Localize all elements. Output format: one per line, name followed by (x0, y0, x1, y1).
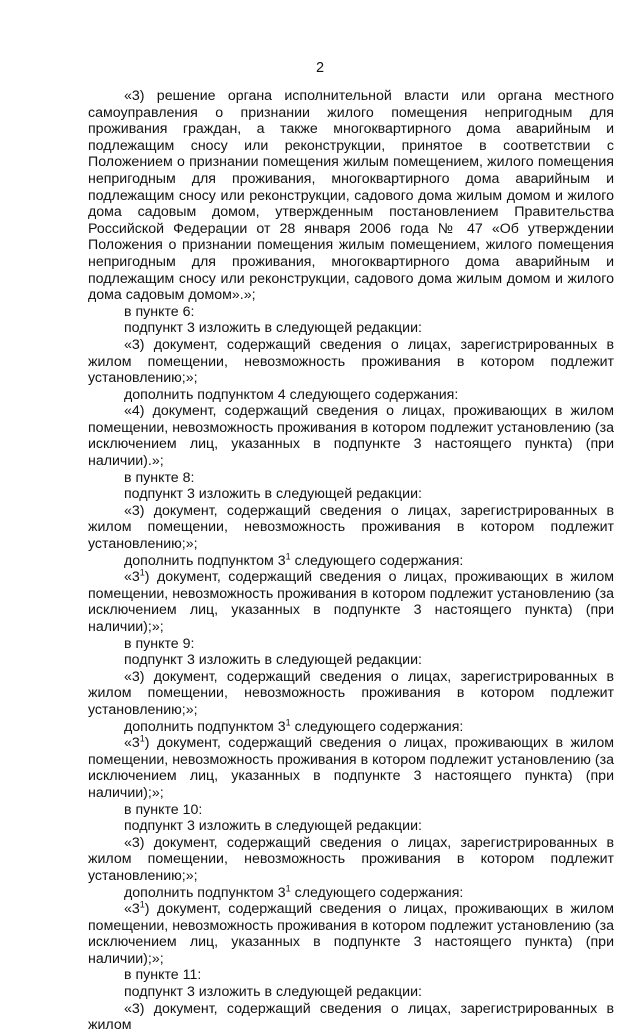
paragraph: «3) документ, содержащий сведения о лицах, зарегистрированных в жилом помещении, невозможность проживания в котором подлежит установлению;»; (88, 834, 614, 884)
paragraph: «3) документ, содержащий сведения о лицах, зарегистрированных в жилом (88, 1000, 614, 1034)
paragraph: дополнить подпунктом $3^1$ следующего содержания: (124, 882, 464, 901)
paragraph: «3) документ, содержащий сведения о лицах, зарегистрированных в жилом помещении, невозможность проживания в котором подлежит установлению;»; (88, 502, 614, 553)
paragraph: дополнить подпунктом 4 следующего содержания: (124, 386, 459, 403)
paragraph: в пункте 6: (124, 303, 195, 320)
paragraph: «$3^1$) документ, содержащий сведения о лицах, проживающих в жилом помещении, невозможность проживания в котором подлежит установлению (за исключением лиц, указанных в подпункте 3 настоящего пункта) (при наличии);»; (88, 733, 614, 801)
paragraph: подпункт 3 изложить в следующей редакции: (124, 818, 422, 835)
paragraph: в пункте 11: (124, 967, 202, 984)
paragraph: дополнить подпунктом $3^1$ следующего содержания: (124, 550, 464, 569)
paragraph: «3) документ, содержащий сведения о лицах, зарегистрированных в жилом помещении, невозможность проживания в котором подлежит установлению;»; (88, 336, 614, 387)
paragraph: «$3^1$) документ, содержащий сведения о лицах, проживающих в жилом помещении, невозможность проживания в котором подлежит установлению (за исключением лиц, указанных в подпункте 3 настоящего пункта) (при наличии);»; (88, 899, 614, 967)
paragraph: «4) документ, содержащий сведения о лицах, проживающих в жилом помещении, невозможность проживания в котором подлежит установлению (за исключением лиц, указанных в подпункте 3 настоящего пункта) (при наличии).»; (88, 403, 614, 470)
paragraph: «3) документ, содержащий сведения о лицах, зарегистрированных в жилом помещении, невозможность проживания в котором подлежит установлению;»; (88, 668, 614, 718)
paragraph: «$3^1$) документ, содержащий сведения о лицах, проживающих в жилом помещении, невозможность проживания в котором подлежит установлению (за исключением лиц, указанных в подпункте 3 настоящего пункта) (при наличии);»; (88, 567, 614, 635)
paragraph: в пункте 8: (124, 469, 195, 486)
page-number: 2 (315, 60, 325, 76)
paragraph: «3) решение органа исполнительной власти или органа местного самоуправления о признании жилого помещения непригодным для проживания граждан, а также многоквартирного дома аварийным и подлежащим сносу или реконструкции, принятое в соответствии с Положением о признании помещения жилым помещением, жилого помещения непригодным для проживания, многоквартирного дома аварийным и подлежащим сносу или реконструкции, садового дома жилым домом и жилого дома садовым домом, утвержденным постановлением Правительства Российской Федерации от 28 января 2006 года № 47 «Об утверждении Положения о признании помещения жилым помещением, жилого помещения непригодным для проживания, многоквартирного дома аварийным и подлежащим сносу или реконструкции, садового дома жилым домом и жилого дома садовым домом».»; (88, 88, 614, 304)
paragraph: дополнить подпунктом $3^1$ следующего содержания: (124, 716, 464, 735)
paragraph: в пункте 9: (124, 635, 195, 652)
paragraph: подпункт 3 изложить в следующей редакции: (124, 652, 422, 669)
document-body (88, 88, 614, 1034)
paragraph: подпункт 3 изложить в следующей редакции: (124, 984, 422, 1001)
paragraph: в пункте 10: (124, 801, 203, 818)
paragraph: подпункт 3 изложить в следующей редакции: (124, 320, 422, 337)
paragraph: подпункт 3 изложить в следующей редакции: (124, 486, 422, 503)
